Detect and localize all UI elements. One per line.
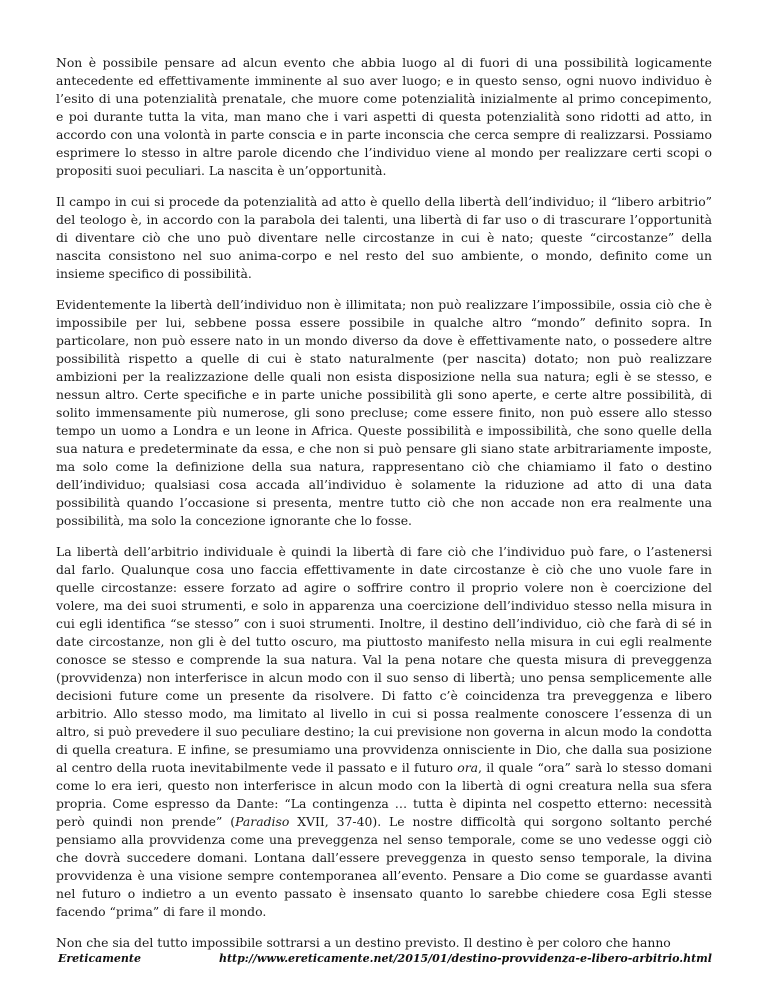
paragraph-5: Non che sia del tutto impossibile sottrarsi a un destino previsto. Il destino è per coloro che hanno [56, 935, 671, 950]
paragraph-2: Il campo in cui si procede da potenzialità ad atto è quello della libertà dell’individuo; il “libero arbitrio” del teologo è, in accordo con la parabola dei talenti, una libertà di far uso o di trascurare l’opportunità di diventare ciò che uno può diventare nelle circostanze in cui è nato; queste “circostanze” della nascita consistono nel suo anima-corpo e nel resto del suo ambiente, o mondo, definito come un insieme specifico di possibilità. [56, 194, 712, 281]
paragraph-4-text-a: La libertà dell’arbitrio individuale è quindi la libertà di fare ciò che l’individuo può fare, o l’astenersi dal farlo. Qualunque cosa uno faccia effettivamente in date circostanze è ciò che uno vuole fare in quelle circostanze: essere forzato ad agire o soffrire contro il proprio volere non è coercizione del volere, ma dei suoi strumenti, e solo in apparenza una coercizione dell’individuo stesso nella misura in cui egli identifica “se stesso” con i suoi strumenti. Inoltre, il destino dell’individuo, ciò che farà di sé in date circostanze, non gli è del tutto oscuro, ma piuttosto manifesto nella misura in cui egli realmente conosce se stesso e comprende la sua natura. Val la pena notare che questa misura di preveggenza (provvidenza) non interferisce in alcun modo con il suo senso di libertà; uno pensa semplicemente alle decisioni future come un presente da risolvere. Di fatto c’è coincidenza tra preveggenza e libero arbitrio. Allo stesso modo, ma limitato al livello in cui si possa realmente conoscere l’essenza di un altro, si può prevedere il suo peculiare destino; la cui previsione non governa in alcun modo la condotta di quella creatura. E infine, se presumiamo una provvidenza onnisciente in Dio, che dalla sua posizione al centro della ruota inevitabilmente vede il passato e il futuro [56, 544, 712, 775]
footer-site-name: Ereticamente [58, 952, 141, 965]
emphasis-ora: ora [457, 760, 479, 775]
footer-url-link[interactable]: http://www.ereticamente.net/2015/01/destino-provvidenza-e-libero-arbitrio.html [218, 952, 712, 965]
paragraph-4-text-b: , il quale “ora” sarà lo stesso domani come lo era ieri, questo non interferisce in alcun modo con la libertà di ogni creatura nella sua sfera propria. Come espresso da Dante: “La contingenza … tutta è dipinta nel cospetto etterno: necessità però quindi non prende” ( [56, 760, 712, 829]
paragraph-3: Evidentemente la libertà dell’individuo non è illimitata; non può realizzare l’impossibile, ossia ciò che è impossibile per lui, sebbene possa essere possibile in qualche altro “mondo” definito sopra. In particolare, non può essere nato in un mondo diverso da dove è effettivamente nato, o possedere altre possibilità rispetto a quelle di cui è stato naturalmente (per nascita) dotato; non può realizzare ambizioni per la realizzazione delle quali non esista disposizione nella sua natura; egli è se stesso, e nessun altro. Certe specifiche e in parte uniche possibilità gli sono aperte, e certe altre possibilità, di solito immensamente più numerose, gli sono precluse; come essere finito, non può essere allo stesso tempo un uomo a Londra e un leone in Africa. Queste possibilità e impossibilità, che sono quelle della sua natura e predeterminate da essa, e che non si può pensare gli siano state arbitrariamente imposte, ma solo come la definizione della sua natura, rappresentano ciò che chiamiamo il fato o destino dell’individuo; qualsiasi cosa accada all’individuo è solamente la riduzione ad atto di una data possibilità quando l’occasione si presenta, mentre tutto ciò che non accade non era realmente una possibilità, ma solo la concezione ignorante che lo fosse. [56, 297, 712, 528]
paragraph-4-text-c: XVII, 37-40). Le nostre difficoltà qui sorgono soltanto perché pensiamo alla provvidenza come una preveggenza nel senso temporale, come se uno vedesse oggi ciò che dovrà succedere domani. Lontana dall’essere preveggenza in questo senso temporale, la divina provvidenza è una visione sempre contemporanea all’evento. Pensare a Dio come se guardasse avanti nel futuro o indietro a un evento passato è insensato quanto lo sarebbe chiedere cosa Egli stesse facendo “prima” di fare il mondo. [56, 814, 713, 919]
paragraph-1: Non è possibile pensare ad alcun evento che abbia luogo al di fuori di una possibilità logicamente antecedente ed effettivamente imminente al suo aver luogo; e in questo senso, ogni nuovo individuo è l’esito di una potenzialità prenatale, che muore come potenzialità inizialmente al primo concepimento, e poi durante tutta la vita, man mano che i vari aspetti di questa potenzialità sono ridotti ad atto, in accordo con una volontà in parte conscia e in parte inconscia che cerca sempre di realizzarsi. Possiamo esprimere lo stesso in altre parole dicendo che l’individuo viene al mondo per realizzare certi scopi o propositi suoi peculiari. La nascita è un’opportunità. [56, 55, 712, 178]
article-body [56, 54, 712, 965]
paragraph-4 [56, 543, 712, 921]
citation-paradiso: Paradiso [235, 814, 290, 829]
